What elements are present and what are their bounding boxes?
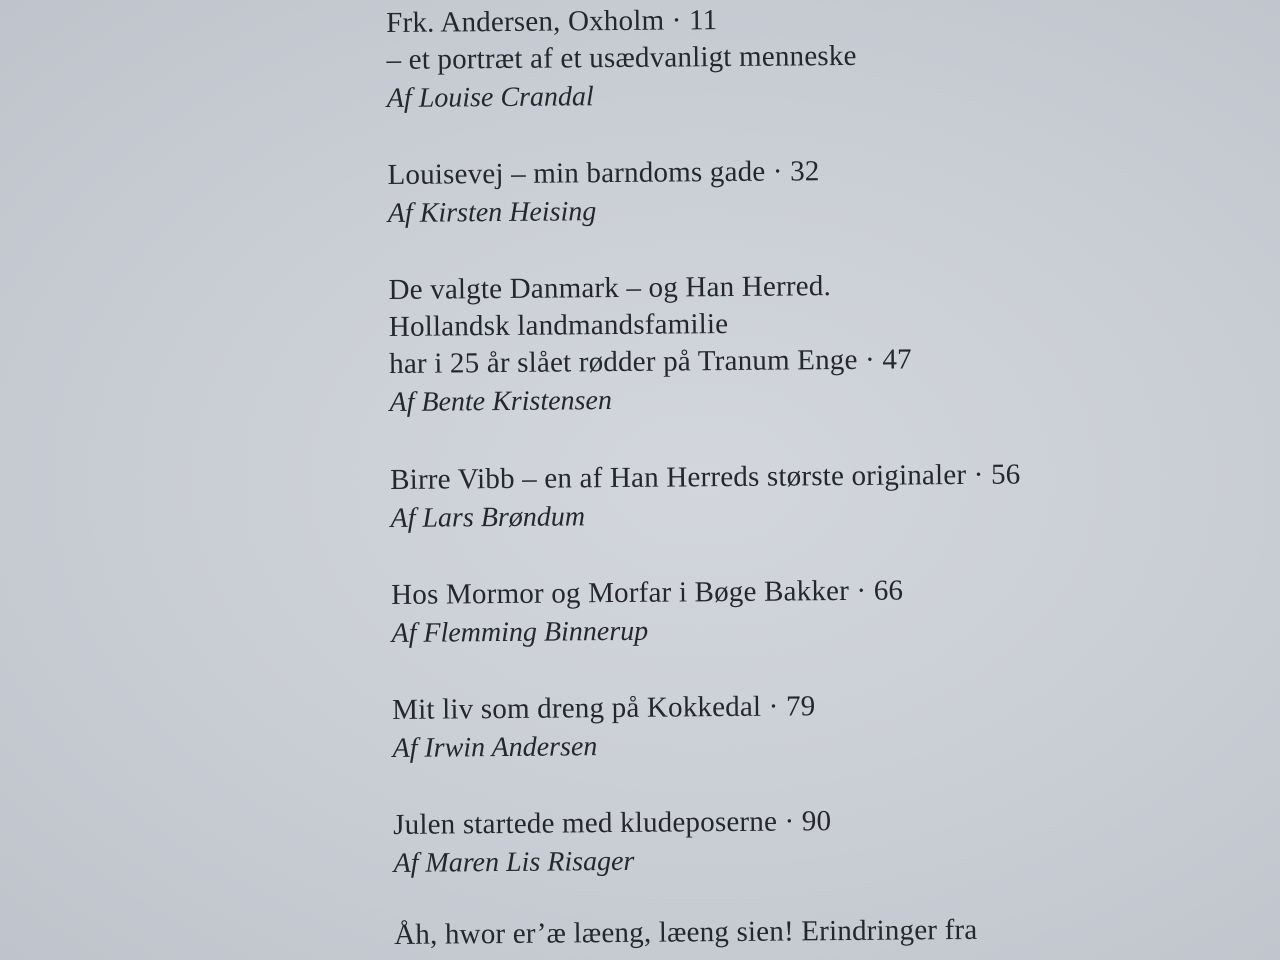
entry-author: Af Lars Brøndum [390, 501, 586, 534]
entry-title-line: har i 25 år slået rødder på Tranum Enge · 47 [389, 343, 912, 380]
entry-author: Af Irwin Andersen [392, 731, 598, 764]
entry-title-line: Birre Vibb – en af Han Herreds største originaler · 56 [390, 458, 1021, 496]
toc-entry [391, 570, 1152, 654]
toc-entry [393, 800, 1154, 884]
toc-entry [386, 0, 1147, 119]
entry-author: Af Maren Lis Risager [393, 845, 635, 879]
entry-title-line: Mit liv som dreng på Kokkedal · 79 [392, 690, 816, 726]
entry-title-line: Frk. Andersen, Oxholm · 11 [386, 4, 718, 39]
entry-title-line: – et portræt af et usædvanligt menneske [386, 39, 857, 76]
entry-author: Af Flemming Binnerup [391, 615, 649, 649]
entry-author: Af Kirsten Heising [387, 196, 597, 229]
entry-title-line: De valgte Danmark – og Han Herred. [388, 270, 832, 306]
toc-entry [394, 910, 1154, 954]
entry-title-line: Hos Mormor og Morfar i Bøge Bakker · 66 [391, 574, 904, 611]
entry-author: Af Louise Crandal [386, 81, 594, 114]
entry-author: Af Bente Kristensen [389, 385, 613, 418]
entry-title-line: Hollandsk landmandsfamilie [388, 308, 729, 343]
toc-entry [388, 265, 1149, 423]
toc-entry [390, 455, 1151, 539]
toc-entry [387, 150, 1148, 234]
entry-title-line: Louisevej – min barndoms gade · 32 [387, 155, 820, 191]
entry-title-line: Julen startede med kludeposerne · 90 [393, 805, 832, 841]
entry-title-line: Åh, hwor er’æ læeng, læeng sien! Erindringer fra [394, 913, 978, 951]
toc-entry [392, 685, 1153, 769]
